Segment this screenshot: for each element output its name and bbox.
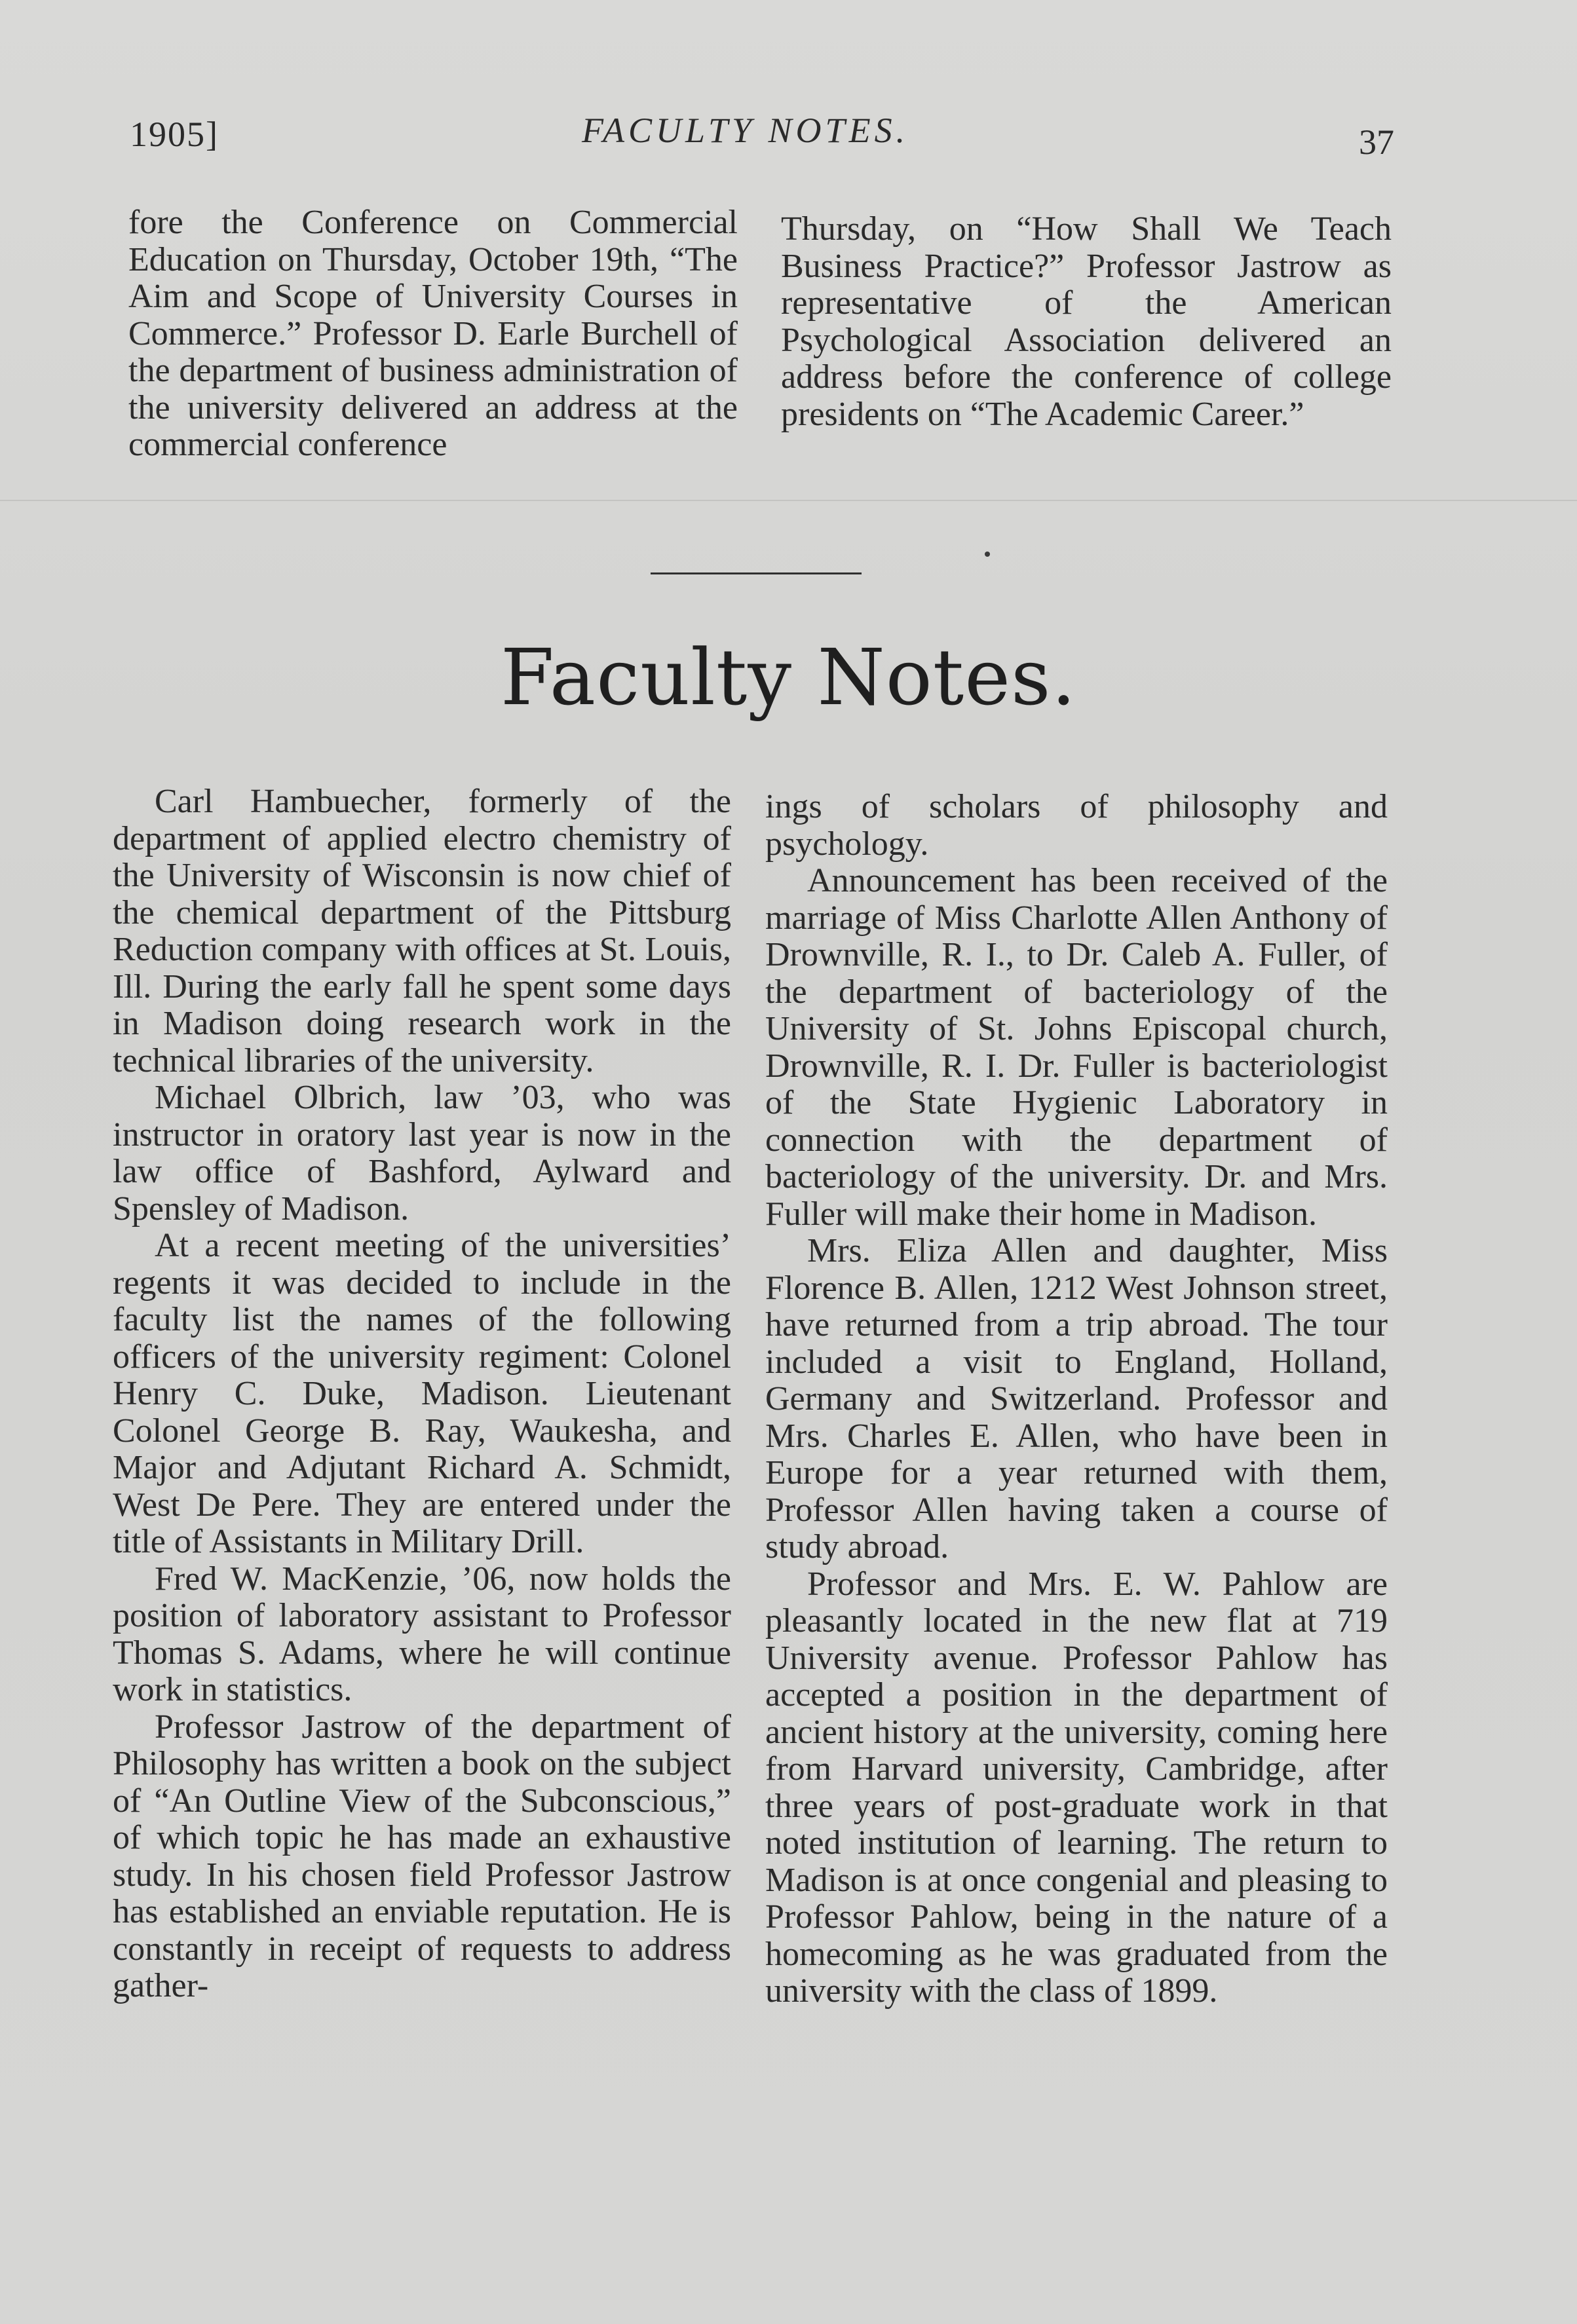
paragraph: Mrs. Eliza Allen and daughter, Miss Florence B. Allen, 1212 West Johnson street, have returned from a trip abroad. The tour included a visit to England, Holland, Germany and Switzerland. Professor and Mrs. Charles E. Allen, who have been in Europe for a year returned with them, Professor Allen having taken a course of study abroad. <box>765 1232 1388 1565</box>
section-title: Faculty Notes. <box>500 632 1077 722</box>
paragraph: Professor and Mrs. E. W. Pahlow are pleasantly located in the new flat at 719 University avenue. Professor Pahlow has accepted a position in the department of ancient history at the university, coming here from Harvard university, Cambridge, after three years of post-graduate work in that noted institution of learning. The return to Madison is at once congenial and pleasing to Professor Pahlow, being in the nature of a homecoming as he was graduated from the university with the class of 1899. <box>765 1565 1388 2010</box>
page-number: 37 <box>1359 122 1394 162</box>
section-divider <box>651 572 862 574</box>
page-fold-line <box>0 500 1577 501</box>
paragraph: Michael Olbrich, law ’03, who was instructor in oratory last year is now in the law office of Bashford, Aylward and Spensley of Madison. <box>113 1079 731 1228</box>
paragraph: Carl Hambuecher, formerly of the department of applied electro chemistry of the University of Wisconsin is now chief of the chemical department of the Pittsburg Reduction company with offices at St. Louis, Ill. During the early fall he spent some days in Madison doing research work in the technical libraries of the university. <box>113 783 731 1079</box>
continued-text-left-column <box>128 204 738 464</box>
paragraph: Professor Jastrow of the department of Philosophy has written a book on the subject of “An Outline View of the Subconscious,” of which topic he has made an exhaustive study. In his chosen field Professor Jastrow has established an enviable reputation. He is constantly in receipt of requests to address gather- <box>113 1708 731 2004</box>
left-article-column <box>113 783 731 2005</box>
paragraph: Announcement has been received of the marriage of Miss Charlotte Allen Anthony of Drownville, R. I., to Dr. Caleb A. Fuller, of the department of bacteriology of the University of St. Johns Episcopal church, Drownville, R. I. Dr. Fuller is bacteriologist of the State Hygienic Laboratory in connection with the department of bacteriology of the university. Dr. and Mrs. Fuller will make their home in Madison. <box>765 862 1388 1233</box>
header-year: 1905] <box>130 115 219 154</box>
paragraph: Fred W. MacKenzie, ’06, now holds the position of laboratory assistant to Professor Thomas S. Adams, where he will continue work in statistics. <box>113 1560 731 1708</box>
right-article-column <box>765 789 1388 2010</box>
paragraph: ings of scholars of philosophy and psychology. <box>765 788 1388 863</box>
continued-text-right-column <box>781 211 1392 433</box>
running-header <box>130 110 1394 162</box>
print-speck <box>985 552 990 557</box>
header-title: FACULTY NOTES. <box>582 111 909 150</box>
paragraph: At a recent meeting of the universities’ regents it was decided to include in the faculty list the names of the following officers of the university regiment: Colonel Henry C. Duke, Madison. Lieutenant Colonel George B. Ray, Waukesha, and Major and Adjutant Richard A. Schmidt, West De Pere. They are entered under the title of Assistants in Military Drill. <box>113 1227 731 1560</box>
paragraph: fore the Conference on Commercial Education on Thursday, October 19th, “The Aim and Scope of University Courses in Commerce.” Professor D. Earle Burchell of the department of business administration of the university delivered an address at the commercial conference <box>128 204 738 463</box>
paragraph: Thursday, on “How Shall We Teach Business Practice?” Professor Jastrow as representative of the American Psychological Association delivered an address before the conference of college presidents on “The Academic Career.” <box>781 210 1392 433</box>
